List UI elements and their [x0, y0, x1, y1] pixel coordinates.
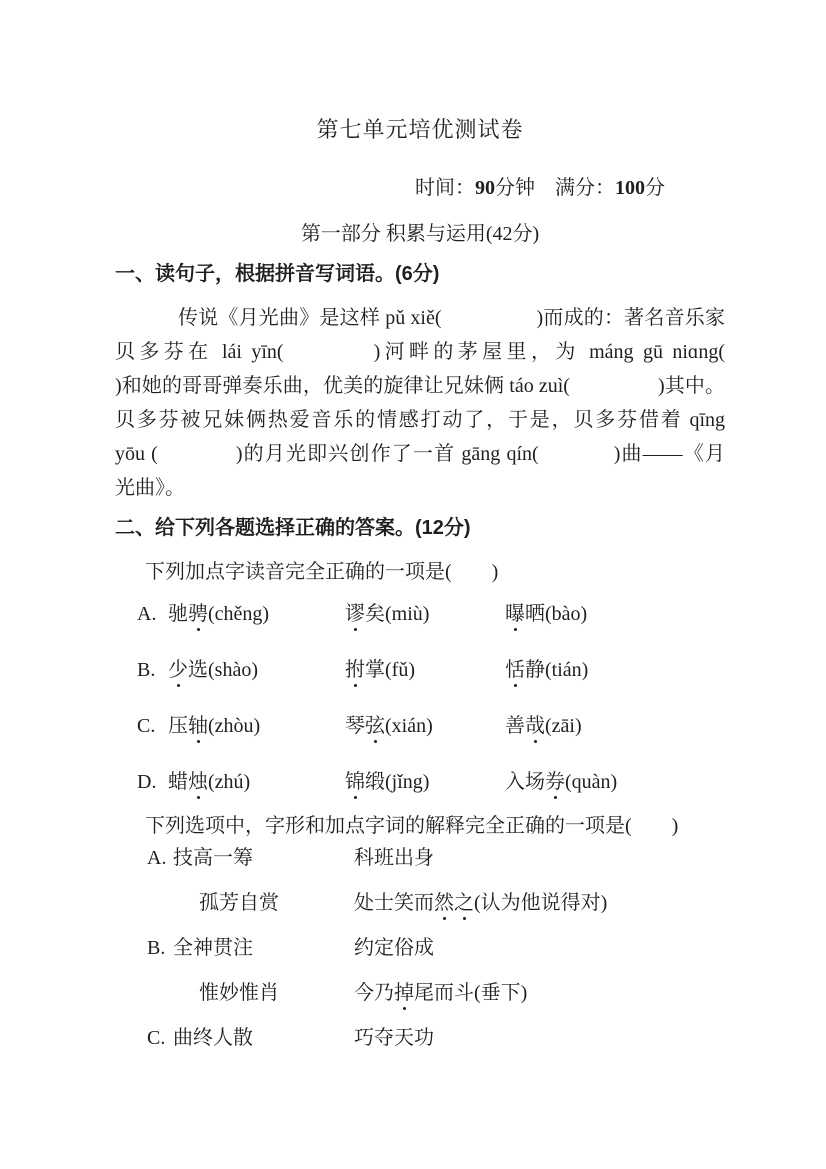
option-row — [115, 600, 725, 628]
option-item: 压轴(zhòu) — [168, 712, 345, 740]
paragraph-line — [115, 369, 725, 403]
option-item: 拊掌(fǔ) — [345, 656, 505, 684]
q1-options — [115, 600, 725, 796]
option-item: 处士笑而然之(认为他说得对) — [354, 889, 725, 917]
dotted-char: 然 — [434, 889, 454, 917]
option-item: 曝晒(bào) — [505, 600, 725, 628]
option-label: C. — [147, 1027, 166, 1049]
chinese-text-segment: 贝多芬被兄妹俩热爱音乐的情感打动了，于是，贝多芬借着 — [115, 409, 690, 431]
dotted-char: 少 — [168, 656, 188, 684]
time-label: 时间： — [415, 177, 475, 199]
pinyin-segment: yōu ( — [115, 443, 158, 465]
dotted-char: 锦 — [345, 768, 365, 796]
option-label: A. — [147, 847, 167, 869]
dotted-char: 谬 — [345, 600, 365, 628]
option-item: 入场券(quàn) — [505, 768, 725, 796]
dotted-char: 券 — [545, 768, 565, 796]
paragraph-line — [115, 471, 725, 505]
option-label — [173, 889, 199, 917]
pinyin-paragraph — [115, 301, 725, 505]
option-row — [115, 844, 725, 872]
section-one-heading: 一、读句子，根据拼音写词语。(6分) — [115, 263, 440, 285]
pinyin-segment: táo zuì( — [509, 375, 570, 397]
paragraph-line — [115, 403, 725, 437]
option-item: 少选(shào) — [168, 656, 345, 684]
option-row — [115, 656, 725, 684]
answer-blank — [539, 458, 614, 460]
option-item: 琴弦(xián) — [345, 712, 505, 740]
option-item: 锦缎(jǐng) — [345, 768, 505, 796]
option-label: C. — [137, 715, 156, 737]
dotted-char: 哉 — [525, 712, 545, 740]
paragraph-line — [115, 437, 725, 471]
score-unit: 分 — [645, 177, 665, 199]
option-item: 技高一筹 — [173, 847, 253, 869]
chinese-text-segment: )而成的：著名音乐家 — [536, 307, 725, 329]
option-item: 科班出身 — [354, 847, 434, 869]
option-row — [115, 979, 725, 1007]
option-label: D. — [137, 771, 157, 793]
pinyin-segment: lái yīn( — [221, 341, 284, 363]
chinese-text-segment: )和她的哥哥弹奏乐曲，优美的旋律让兄妹俩 — [115, 375, 510, 397]
time-score-line — [115, 174, 725, 202]
dotted-char: 曝 — [505, 600, 525, 628]
answer-blank — [442, 322, 537, 324]
chinese-text-segment: )曲——《月 — [613, 443, 725, 465]
time-value: 90 — [475, 177, 495, 199]
chinese-text-segment: )的月光即兴创作了一首 — [235, 443, 462, 465]
option-item: 全神贯注 — [173, 937, 253, 959]
answer-blank — [158, 458, 236, 460]
section-two-heading: 二、给下列各题选择正确的答案。(12分) — [115, 517, 471, 539]
option-label — [173, 979, 199, 1007]
option-item: 约定俗成 — [354, 937, 434, 959]
page-title: 第七单元培优测试卷 — [316, 117, 524, 142]
chinese-text-segment: 贝多芬在 — [115, 341, 222, 363]
option-label: B. — [137, 659, 156, 681]
option-item: 今乃掉尾而斗(垂下) — [354, 979, 725, 1007]
dotted-char: 之 — [454, 889, 474, 917]
dotted-char: 拊 — [345, 656, 365, 684]
option-row — [115, 768, 725, 796]
pinyin-segment: pǔ xiě( — [385, 307, 442, 329]
q2-stem: 下列选项中，字形和加点字词的解释完全正确的一项是( ) — [145, 815, 679, 837]
dotted-char: 骋 — [188, 600, 208, 628]
dotted-char: 恬 — [505, 656, 525, 684]
answer-blank — [570, 390, 658, 392]
chinese-text-segment: 传说《月光曲》是这样 — [178, 307, 386, 329]
option-item: 巧夺天功 — [354, 1027, 434, 1049]
pinyin-segment: máng gū niɑng( — [589, 341, 726, 363]
dotted-char: 弦 — [365, 712, 385, 740]
score-value: 100 — [615, 177, 645, 199]
option-row — [115, 934, 725, 962]
pinyin-segment: gāng qín( — [461, 443, 539, 465]
answer-blank — [284, 356, 374, 358]
option-item: 恬静(tián) — [505, 656, 725, 684]
dotted-char: 掉 — [394, 979, 414, 1007]
score-label: 满分： — [555, 177, 615, 199]
option-row — [115, 712, 725, 740]
option-row — [115, 889, 725, 917]
option-row — [115, 1024, 725, 1052]
dotted-char: 烛 — [188, 768, 208, 796]
option-item: 蜡烛(zhú) — [168, 768, 345, 796]
part-one-heading: 第一部分 积累与运用(42分) — [300, 223, 540, 245]
time-unit: 分钟 — [495, 177, 555, 199]
paragraph-line — [115, 301, 725, 335]
option-label: A. — [137, 603, 157, 625]
paragraph-line — [115, 335, 725, 369]
chinese-text-segment: 光曲》。 — [115, 477, 185, 499]
option-item: 曲终人散 — [173, 1027, 253, 1049]
option-item: 孤芳自赏 — [199, 892, 279, 914]
pinyin-segment: qīng — [689, 409, 725, 431]
option-item: 驰骋(chěng) — [168, 600, 345, 628]
q2-rows — [115, 844, 725, 1052]
option-item: 谬矣(miù) — [345, 600, 505, 628]
chinese-text-segment: )河畔的茅屋里，为 — [373, 341, 590, 363]
q1-stem: 下列加点字读音完全正确的一项是( ) — [145, 561, 499, 583]
dotted-char: 轴 — [188, 712, 208, 740]
chinese-text-segment: )其中。 — [657, 375, 725, 397]
option-label: B. — [147, 937, 166, 959]
option-item: 善哉(zāi) — [505, 712, 725, 740]
option-item: 惟妙惟肖 — [199, 982, 279, 1004]
